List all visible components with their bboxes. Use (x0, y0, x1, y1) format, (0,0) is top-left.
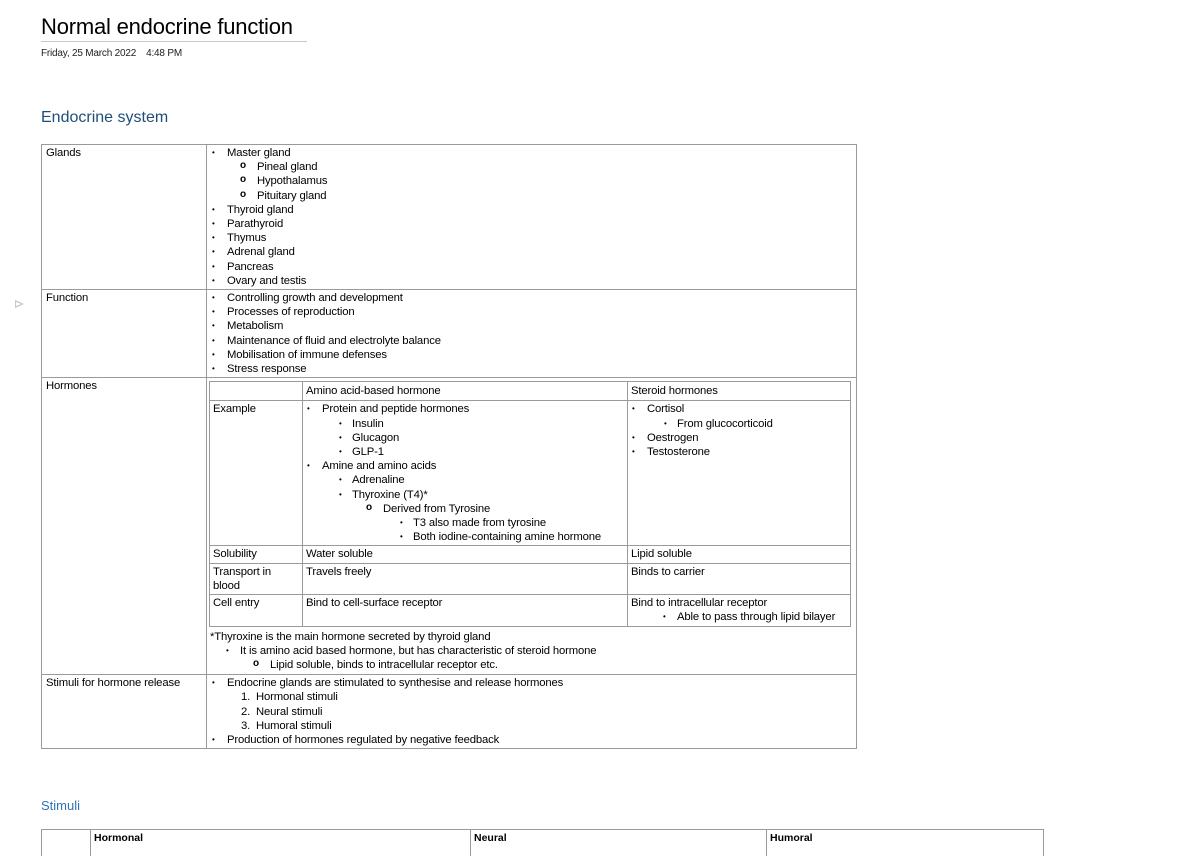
page-date (41, 48, 182, 59)
endocrine-table (41, 144, 857, 749)
thyroxine-note (209, 627, 854, 673)
table-row-glands (42, 145, 857, 290)
amino-examples (303, 401, 628, 546)
list-item: • Thymus (211, 231, 852, 245)
list-item: • Endocrine glands are stimulated to synthesise and release hormones (211, 676, 852, 690)
list-item: • Able to pass through lipid bilayer (631, 610, 847, 624)
list-item: • Metabolism (211, 319, 852, 333)
stimuli-release-content (207, 675, 857, 749)
solubility-label: Solubility (210, 546, 303, 563)
steroid-solubility: Lipid soluble (628, 546, 851, 563)
cellentry-label: Cell entry (210, 595, 303, 626)
section-heading-stimuli: Stimuli (41, 798, 80, 813)
list-item: • Oestrogen (631, 431, 847, 445)
list-item: o Pituitary gland (211, 189, 852, 203)
list-item (211, 719, 852, 733)
section-heading-endocrine: Endocrine system (41, 109, 168, 127)
list-item: • Thyroxine (T4)* (306, 488, 624, 502)
list-text: Neural stimuli (256, 706, 322, 718)
list-item: • Amine and amino acids (306, 459, 624, 473)
list-item: • Ovary and testis (211, 274, 852, 288)
date-text: Friday, 25 March 2022 (41, 48, 136, 59)
list-item: o Derived from Tyrosine (306, 502, 624, 516)
header-cell-amino: Amino acid-based hormone (303, 382, 628, 401)
list-item: • Thyroid gland (211, 203, 852, 217)
list-item: • GLP-1 (306, 445, 624, 459)
list-item: • Testosterone (631, 445, 847, 459)
glands-label: Glands (42, 145, 207, 290)
example-label: Example (210, 401, 303, 546)
paragraph-handle-icon[interactable] (15, 300, 24, 308)
header-cell-steroid: Steroid hormones (628, 382, 851, 401)
list-item: • Stress response (211, 362, 852, 376)
list-number: 1. (241, 690, 250, 704)
list-item: • Pancreas (211, 260, 852, 274)
list-item: • Processes of reproduction (211, 305, 852, 319)
amino-solubility: Water soluble (303, 546, 628, 563)
hormone-comparison-table (209, 381, 851, 626)
table-row-hormones (42, 378, 857, 675)
list-item: o Hypothalamus (211, 174, 852, 188)
note-text: *Thyroxine is the main hormone secreted by thyroid gland (210, 630, 854, 644)
amino-cellentry: Bind to cell-surface receptor (303, 595, 628, 626)
list-item: • Cortisol (631, 402, 847, 416)
steroid-examples (628, 401, 851, 546)
header-cell-empty (210, 382, 303, 401)
table-row (42, 830, 1044, 856)
function-content (207, 290, 857, 378)
list-item: • Adrenal gland (211, 245, 852, 259)
list-item (211, 705, 852, 719)
list-item: • Master gland (211, 146, 852, 160)
time-text: 4:48 PM (146, 48, 182, 59)
amino-transport: Travels freely (303, 563, 628, 594)
steroid-cellentry-text: Bind to intracellular receptor (631, 596, 847, 610)
list-text: Humoral stimuli (256, 720, 332, 732)
function-label: Function (42, 290, 207, 378)
list-item: • It is amino acid based hormone, but has characteristic of steroid hormone (210, 644, 854, 658)
table-row-example (210, 401, 851, 546)
list-item: • Both iodine-containing amine hormone (306, 530, 624, 544)
page-title: Normal endocrine function (41, 14, 307, 42)
stimuli-header-neural: Neural (471, 830, 767, 856)
steroid-cellentry (628, 595, 851, 626)
hormones-label: Hormones (42, 378, 207, 675)
table-row-transport (210, 563, 851, 594)
table-row-stimuli-release (42, 675, 857, 749)
list-item: • Adrenaline (306, 473, 624, 487)
list-item: • Protein and peptide hormones (306, 402, 624, 416)
table-row-solubility (210, 546, 851, 563)
list-number: 3. (241, 719, 250, 733)
stimuli-header-empty (42, 830, 91, 856)
list-item: • From glucocorticoid (631, 417, 847, 431)
hormones-content (207, 378, 857, 675)
stimuli-table (41, 829, 1044, 856)
table-row-function (42, 290, 857, 378)
list-item: • Production of hormones regulated by negative feedback (211, 733, 852, 747)
list-item: o Pineal gland (211, 160, 852, 174)
list-item: • Parathyroid (211, 217, 852, 231)
glands-content (207, 145, 857, 290)
stimuli-header-hormonal: Hormonal (91, 830, 471, 856)
list-text: Hormonal stimuli (256, 691, 338, 703)
list-number: 2. (241, 705, 250, 719)
table-row-cell-entry (210, 595, 851, 626)
list-item: • Insulin (306, 417, 624, 431)
list-item: o Lipid soluble, binds to intracellular receptor etc. (210, 658, 854, 672)
table-row (210, 382, 851, 401)
transport-label: Transport in blood (210, 563, 303, 594)
list-item (211, 690, 852, 704)
stimuli-release-label: Stimuli for hormone release (42, 675, 207, 749)
steroid-transport: Binds to carrier (628, 563, 851, 594)
list-item: • Maintenance of fluid and electrolyte balance (211, 334, 852, 348)
list-item: • T3 also made from tyrosine (306, 516, 624, 530)
stimuli-header-humoral: Humoral (767, 830, 1044, 856)
list-item: • Glucagon (306, 431, 624, 445)
list-item: • Controlling growth and development (211, 291, 852, 305)
list-item: • Mobilisation of immune defenses (211, 348, 852, 362)
